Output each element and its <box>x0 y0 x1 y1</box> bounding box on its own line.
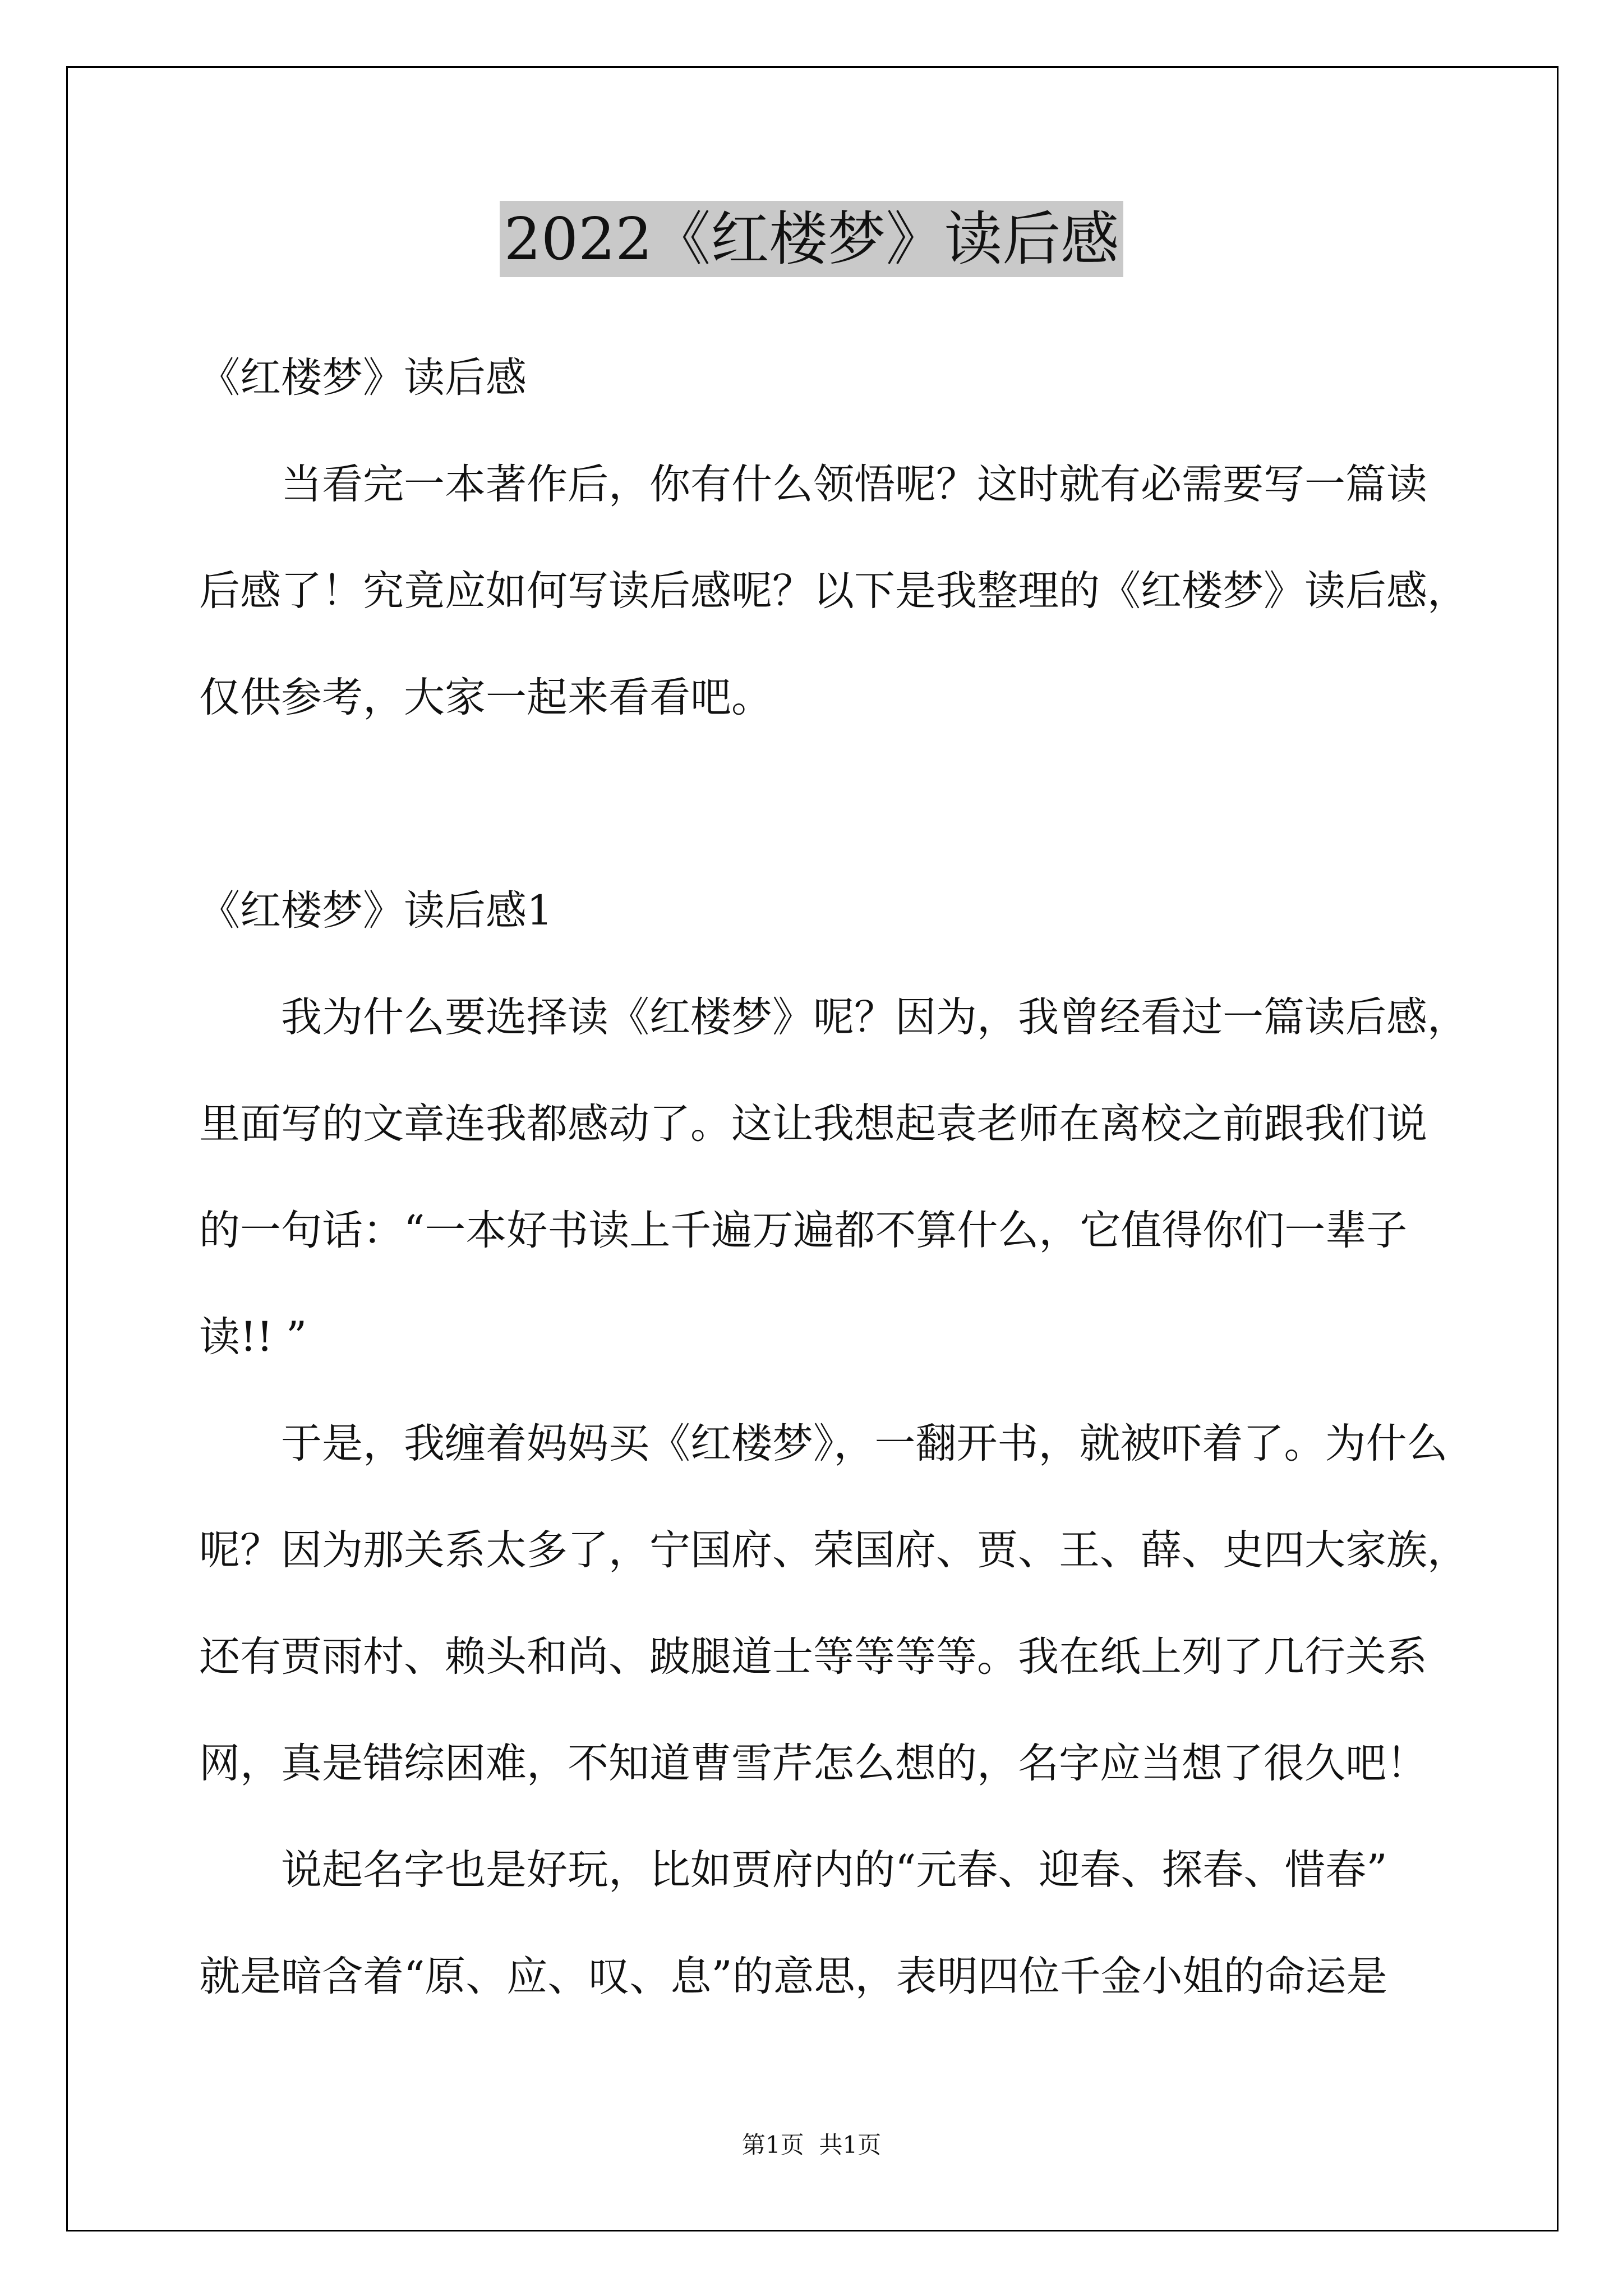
paragraph-line: 说起名字也是好玩，比如贾府内的“元春、迎春、探春、惜春” <box>281 1846 1387 1894</box>
paragraph-line: 就是暗含着“原、应、叹、息”的意思，表明四位千金小姐的命运是 <box>199 1953 1387 2000</box>
paragraph-line: 我为什么要选择读《红楼梦》呢？因为，我曾经看过一篇读后感， <box>281 993 1468 1041</box>
paragraph-line: 后感了！究竟应如何写读后感呢？以下是我整理的《红楼梦》读后感， <box>199 567 1468 615</box>
title-block <box>0 201 1623 277</box>
section-heading: 《红楼梦》读后感 <box>199 354 527 402</box>
paragraph-line: 于是，我缠着妈妈买《红楼梦》，一翻开书，就被吓着了。为什么 <box>281 1420 1448 1467</box>
section-heading: 《红楼梦》读后感1 <box>199 887 553 935</box>
blank-line <box>199 751 1523 858</box>
paragraph-line: 网，真是错综困难，不知道曹雪芹怎么想的，名字应当想了很久吧！ <box>199 1740 1427 1787</box>
paragraph-line: 仅供参考，大家一起来看看吧。 <box>199 674 772 721</box>
paragraph-line: 读!! ” <box>199 1313 307 1361</box>
paragraph-line: 当看完一本著作后，你有什么领悟呢？这时就有必需要写一篇读 <box>281 461 1427 508</box>
paragraph-line: 还有贾雨村、赖头和尚、跛腿道士等等等等。我在纸上列了几行关系 <box>199 1633 1427 1681</box>
page-footer: 第1页 共1页 <box>741 2131 882 2159</box>
document-body <box>199 325 1523 2030</box>
paragraph-line: 的一句话：“一本好书读上千遍万遍都不算什么，它值得你们一辈子 <box>199 1207 1408 1254</box>
paragraph-line: 呢？因为那关系太多了，宁国府、荣国府、贾、王、薛、史四大家族， <box>199 1526 1468 1574</box>
paragraph-line: 里面写的文章连我都感动了。这让我想起袁老师在离校之前跟我们说 <box>199 1100 1427 1148</box>
document-title: 2022《红楼梦》读后感 <box>500 201 1124 277</box>
